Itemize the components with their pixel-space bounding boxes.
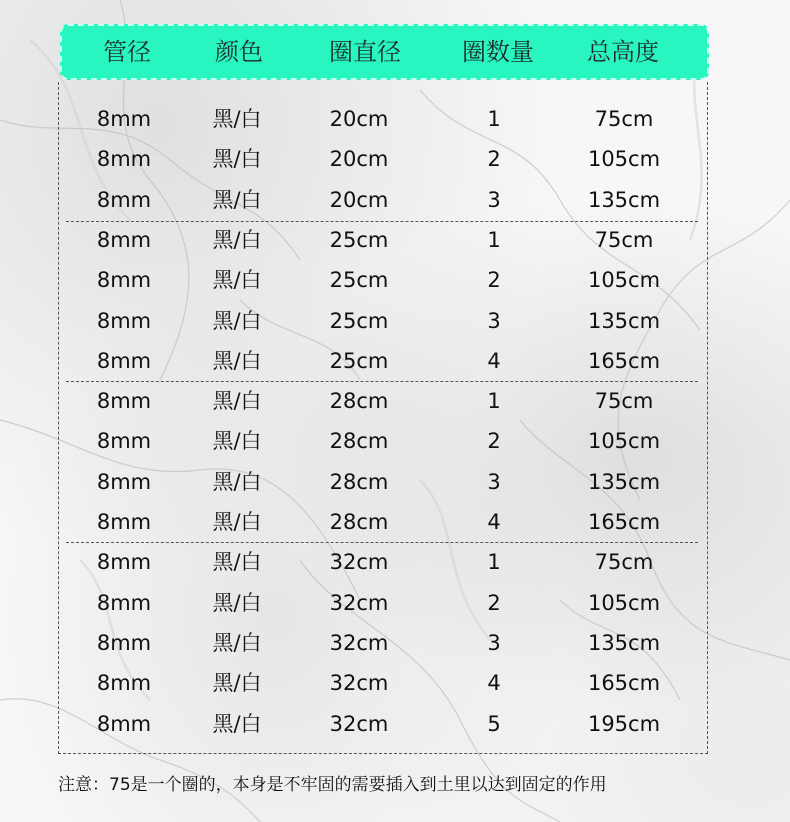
cell-ring-count: 2 bbox=[487, 590, 501, 615]
footnote: 注意：75是一个圈的，本身是不牢固的需要插入到土里以达到固定的作用 bbox=[58, 775, 607, 795]
cell-ring-diameter: 28cm bbox=[329, 469, 389, 494]
cell-ring-count: 1 bbox=[487, 389, 501, 414]
cell-total-height: 135cm bbox=[587, 630, 661, 655]
cell-color: 黑/白 bbox=[212, 147, 262, 172]
table-row bbox=[0, 139, 790, 179]
cell-color: 黑/白 bbox=[212, 429, 262, 454]
cell-ring-diameter: 32cm bbox=[329, 711, 389, 736]
cell-total-height: 165cm bbox=[587, 348, 661, 373]
cell-pipe-diameter: 8mm bbox=[96, 711, 152, 736]
cell-ring-diameter: 20cm bbox=[329, 107, 389, 131]
cell-ring-count: 3 bbox=[487, 630, 501, 655]
table-row bbox=[0, 623, 790, 663]
cell-total-height: 105cm bbox=[587, 268, 661, 293]
cell-color: 黑/白 bbox=[212, 107, 262, 131]
header-ring-diameter: 圈直径 bbox=[329, 38, 401, 66]
cell-color: 黑/白 bbox=[212, 308, 262, 333]
group-divider bbox=[66, 381, 698, 382]
cell-color: 黑/白 bbox=[212, 510, 262, 534]
cell-color: 黑/白 bbox=[212, 268, 262, 293]
cell-ring-count: 2 bbox=[487, 429, 501, 454]
cell-total-height: 105cm bbox=[587, 429, 661, 454]
table-row bbox=[0, 381, 790, 421]
cell-total-height: 135cm bbox=[587, 308, 661, 333]
cell-total-height: 195cm bbox=[587, 711, 661, 736]
cell-pipe-diameter: 8mm bbox=[96, 147, 152, 172]
table-row bbox=[0, 462, 790, 502]
cell-ring-count: 1 bbox=[487, 550, 501, 575]
header-ring-count: 圈数量 bbox=[462, 38, 534, 66]
table-row bbox=[0, 301, 790, 341]
header-color: 颜色 bbox=[215, 38, 263, 66]
cell-color: 黑/白 bbox=[212, 469, 262, 494]
cell-color: 黑/白 bbox=[212, 590, 262, 615]
cell-total-height: 165cm bbox=[587, 671, 661, 696]
cell-pipe-diameter: 8mm bbox=[96, 671, 152, 696]
cell-total-height: 165cm bbox=[587, 510, 661, 534]
table-row bbox=[0, 341, 790, 381]
cell-ring-diameter: 20cm bbox=[329, 187, 389, 212]
cell-total-height: 75cm bbox=[594, 227, 654, 252]
table-row bbox=[0, 663, 790, 703]
cell-color: 黑/白 bbox=[212, 389, 262, 414]
cell-ring-diameter: 32cm bbox=[329, 630, 389, 655]
cell-total-height: 105cm bbox=[587, 590, 661, 615]
cell-ring-diameter: 32cm bbox=[329, 550, 389, 575]
cell-color: 黑/白 bbox=[212, 711, 262, 736]
cell-pipe-diameter: 8mm bbox=[96, 469, 152, 494]
cell-ring-diameter: 25cm bbox=[329, 268, 389, 293]
cell-pipe-diameter: 8mm bbox=[96, 268, 152, 293]
cell-ring-diameter: 28cm bbox=[329, 510, 389, 534]
cell-ring-count: 2 bbox=[487, 147, 501, 172]
table-row bbox=[0, 180, 790, 220]
cell-ring-count: 1 bbox=[487, 227, 501, 252]
cell-color: 黑/白 bbox=[212, 348, 262, 373]
cell-color: 黑/白 bbox=[212, 227, 262, 252]
table-header bbox=[60, 24, 709, 80]
cell-ring-count: 4 bbox=[487, 510, 501, 534]
header-total-height: 总高度 bbox=[587, 38, 659, 66]
cell-pipe-diameter: 8mm bbox=[96, 308, 152, 333]
cell-pipe-diameter: 8mm bbox=[96, 227, 152, 252]
cell-ring-count: 3 bbox=[487, 308, 501, 333]
cell-ring-diameter: 28cm bbox=[329, 389, 389, 414]
cell-color: 黑/白 bbox=[212, 550, 262, 575]
cell-color: 黑/白 bbox=[212, 671, 262, 696]
cell-color: 黑/白 bbox=[212, 187, 262, 212]
table-row bbox=[0, 542, 790, 582]
table-row bbox=[0, 704, 790, 744]
cell-ring-diameter: 25cm bbox=[329, 227, 389, 252]
cell-pipe-diameter: 8mm bbox=[96, 590, 152, 615]
cell-total-height: 75cm bbox=[594, 107, 654, 131]
table-row bbox=[0, 99, 790, 139]
cell-color: 黑/白 bbox=[212, 630, 262, 655]
cell-total-height: 135cm bbox=[587, 187, 661, 212]
table-row bbox=[0, 502, 790, 542]
cell-ring-diameter: 32cm bbox=[329, 590, 389, 615]
cell-ring-count: 3 bbox=[487, 187, 501, 212]
cell-pipe-diameter: 8mm bbox=[96, 510, 152, 534]
cell-total-height: 75cm bbox=[594, 389, 654, 414]
cell-pipe-diameter: 8mm bbox=[96, 107, 152, 131]
cell-ring-count: 2 bbox=[487, 268, 501, 293]
table-row bbox=[0, 583, 790, 623]
cell-ring-count: 4 bbox=[487, 671, 501, 696]
cell-ring-diameter: 20cm bbox=[329, 147, 389, 172]
group-divider bbox=[66, 542, 698, 543]
cell-pipe-diameter: 8mm bbox=[96, 348, 152, 373]
table-row bbox=[0, 421, 790, 461]
cell-ring-count: 1 bbox=[487, 107, 501, 131]
cell-pipe-diameter: 8mm bbox=[96, 630, 152, 655]
table-row bbox=[0, 220, 790, 260]
cell-ring-diameter: 32cm bbox=[329, 671, 389, 696]
cell-total-height: 135cm bbox=[587, 469, 661, 494]
cell-ring-diameter: 28cm bbox=[329, 429, 389, 454]
table-row bbox=[0, 260, 790, 300]
cell-total-height: 75cm bbox=[594, 550, 654, 575]
group-divider bbox=[66, 221, 698, 222]
cell-ring-count: 4 bbox=[487, 348, 501, 373]
cell-pipe-diameter: 8mm bbox=[96, 389, 152, 414]
cell-ring-count: 3 bbox=[487, 469, 501, 494]
cell-total-height: 105cm bbox=[587, 147, 661, 172]
cell-ring-diameter: 25cm bbox=[329, 348, 389, 373]
cell-ring-count: 5 bbox=[487, 711, 501, 736]
cell-pipe-diameter: 8mm bbox=[96, 429, 152, 454]
cell-ring-diameter: 25cm bbox=[329, 308, 389, 333]
cell-pipe-diameter: 8mm bbox=[96, 550, 152, 575]
cell-pipe-diameter: 8mm bbox=[96, 187, 152, 212]
header-pipe-diameter: 管径 bbox=[103, 38, 151, 66]
